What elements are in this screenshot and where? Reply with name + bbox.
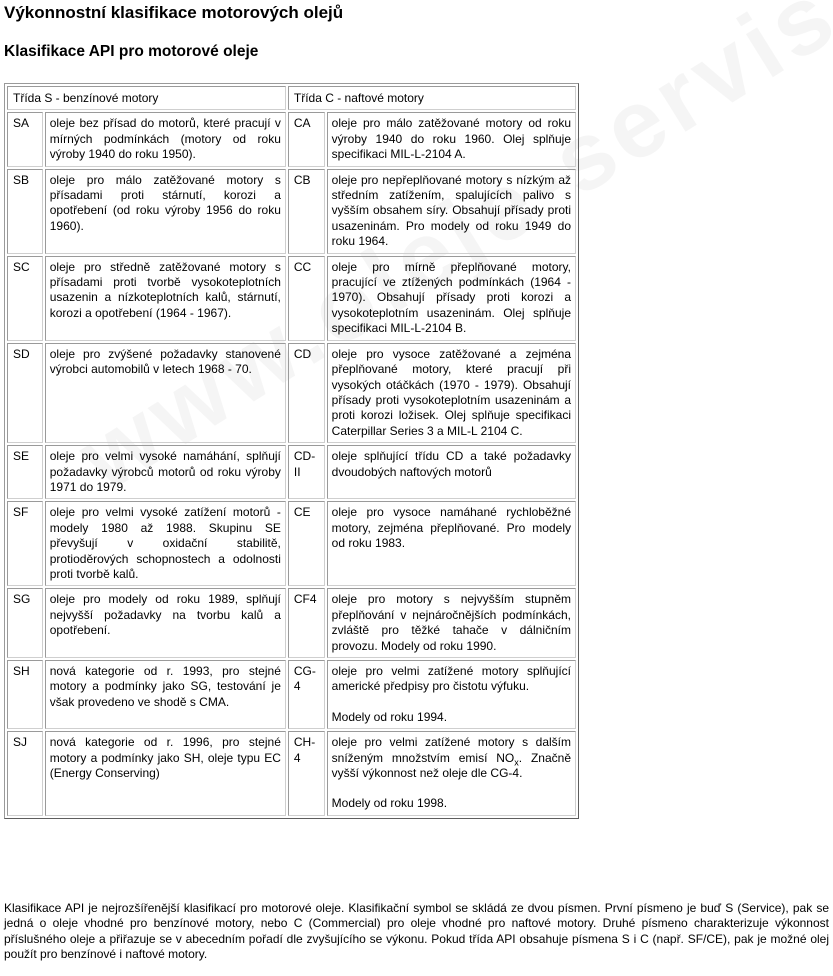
- s-code: SD: [7, 343, 43, 443]
- s-desc: nová kategorie od r. 1996, pro stejné motory a podmínky jako SH, oleje typu EC (Energy Conserving): [45, 731, 286, 816]
- s-code: SF: [7, 501, 43, 586]
- c-code: CF4: [288, 588, 325, 658]
- s-code: SA: [7, 112, 43, 166]
- c-desc: [327, 660, 576, 729]
- c-code: CC: [288, 256, 325, 341]
- c-code: CH-4: [288, 731, 325, 816]
- c-desc: oleje pro vysoce zatěžované a zejména přeplňované motory, které pracují při vysokých otáčkách (1970 - 1979). Obsahují přísady proti vysokoteplotním usazeninám a proti korozi ložisek. Olej splňuje specifikaci Caterpillar Series 3 a MIL-L 2104 C.: [327, 343, 576, 443]
- table-row: [7, 256, 576, 341]
- s-code: SG: [7, 588, 43, 658]
- c-desc: oleje pro nepřeplňované motory s nízkým až středním zatížením, spalujících palivo s vyšším obsahem síry. Obsahují přísady proti usazeninám. Pro modely od roku 1949 do roku 1964.: [327, 169, 576, 254]
- c-code: CD: [288, 343, 325, 443]
- s-code: SE: [7, 445, 43, 499]
- s-code: SC: [7, 256, 43, 341]
- table-header-row: [7, 86, 576, 110]
- footer-paragraph: Klasifikace API je nejrozšířenější klasifikací pro motorové oleje. Klasifikační symbol se skládá ze dvou písmen. První písmeno je buď S (Service), pak se jedná o oleje vhodné pro benzínové motory, nebo C (Commercial) pro oleje vhodné pro naftové motory. Druhé písmeno charakterizuje výkonnost příslušného oleje a přiřazuje se v abecedním pořadí dle zvyšujícího se výkonu. Pokud třída API obsahuje písmena S i C (např. SF/CE), pak je možné olej použít pro benzínové i naftové motory.: [4, 901, 829, 962]
- s-code: SJ: [7, 731, 43, 816]
- c-desc-note: Modely od roku 1998.: [331, 796, 448, 811]
- table-row: [7, 660, 576, 729]
- table-row: [7, 112, 576, 166]
- c-code: CB: [288, 169, 325, 254]
- c-code: CG-4: [288, 660, 325, 729]
- table-row: [7, 445, 576, 499]
- c-desc: oleje pro mírně přeplňované motory, pracující ve ztížených podmínkách (1964 - 1970). Obsahují přísady proti korozi a vysokoteplotním usazeninám. Olej splňuje specifikaci MIL-L-2104 B.: [327, 256, 576, 341]
- s-desc: oleje pro velmi vysoké namáhání, splňují požadavky výrobců motorů od roku výroby 1971 do 1979.: [45, 445, 286, 499]
- s-desc: nová kategorie od r. 1993, pro stejné motory a podmínky jako SG, testování je však provedeno ve shodě s CMA.: [45, 660, 286, 729]
- c-desc-text: [332, 735, 571, 781]
- section-heading: Klasifikace API pro motorové oleje: [4, 43, 259, 60]
- s-code: SB: [7, 169, 43, 254]
- c-desc: [327, 731, 576, 816]
- c-desc-text: oleje pro velmi zatížené motory splňující americké předpisy pro čistotu výfuku.: [331, 664, 571, 694]
- api-classification-table: [4, 83, 579, 819]
- c-desc: oleje pro motory s nejvyšším stupněm přeplňování v nejnáročnějších podmínkách, zvláště pro těžké tahače v dálničním provozu. Modely od roku 1990.: [327, 588, 576, 658]
- page-title: Výkonnostní klasifikace motorových olejů: [4, 3, 344, 22]
- header-c-class: Třída C - naftové motory: [288, 86, 576, 110]
- table-row: [7, 169, 576, 254]
- s-desc: oleje pro málo zatěžované motory s přísadami proti stárnutí, korozi a opotřebení (od roku výroby 1956 do roku 1960).: [45, 169, 286, 254]
- c-desc-note: Modely od roku 1994.: [331, 709, 448, 724]
- header-s-class: Třída S - benzínové motory: [7, 86, 286, 110]
- c-code: CA: [288, 112, 325, 166]
- s-desc: oleje pro velmi vysoké zatížení motorů - modely 1980 až 1988. Skupinu SE převyšují v oxidační stabilitě, protioděrových schopnostech a odolnosti proti tvorbě kalů.: [45, 501, 286, 586]
- c-desc: oleje splňující třídu CD a také požadavky dvoudobých naftových motorů: [327, 445, 576, 499]
- c-desc-post: . Značně vyšší výkonnost než oleje dle CG-4.: [331, 750, 572, 781]
- s-desc: oleje pro modely od roku 1989, splňují nejvyšší požadavky na tvorbu kalů a opotřebení.: [45, 588, 286, 658]
- c-desc: oleje pro vysoce namáhané rychloběžné motory, zejména přeplňované. Pro modely od roku 1983.: [327, 501, 576, 586]
- table-row: [7, 501, 576, 586]
- c-code: CE: [288, 501, 325, 586]
- c-code: CD-II: [288, 445, 325, 499]
- s-desc: oleje bez přísad do motorů, které pracují v mírných podmínkách (motory od roku výroby 1940 do roku 1950).: [45, 112, 286, 166]
- c-desc-subscript: x: [514, 757, 519, 768]
- table-row: [7, 343, 576, 443]
- table-row: [7, 588, 576, 658]
- table-row: [7, 731, 576, 816]
- c-desc: oleje pro málo zatěžované motory od roku výroby 1940 do roku 1960. Olej splňuje specifikaci MIL-L-2104 A.: [327, 112, 576, 166]
- c-desc-pre: oleje pro velmi zatížené motory s dalším sníženým množstvím emisí NO: [331, 735, 571, 765]
- s-desc: oleje pro středně zatěžované motory s přísadami proti tvorbě vysokoteplotních usazenin a nízkoteplotních kalů, stárnutí, korozi a opotřebení (1964 - 1967).: [45, 256, 286, 341]
- s-desc: oleje pro zvýšené požadavky stanovené výrobci automobilů v letech 1968 - 70.: [45, 343, 286, 443]
- s-code: SH: [7, 660, 43, 729]
